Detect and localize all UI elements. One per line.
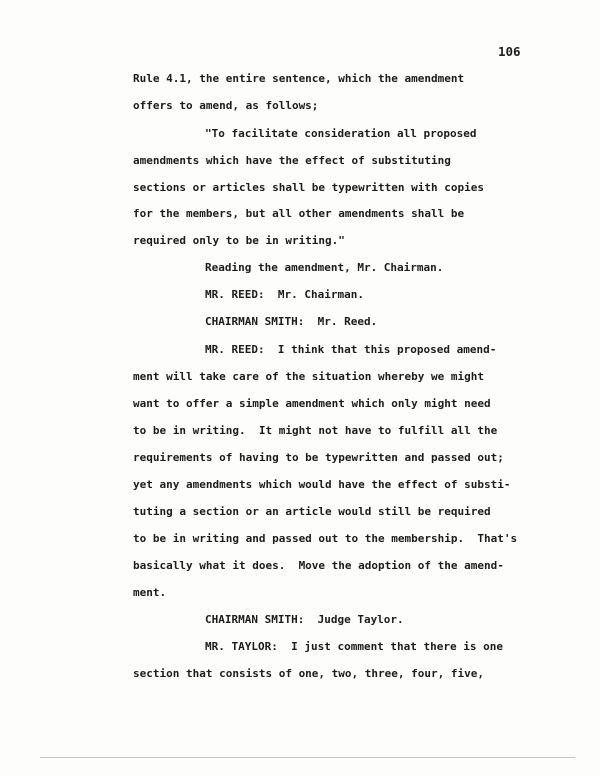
text-line: MR. REED: Mr. Chairman. [205, 288, 364, 301]
text-line: MR. TAYLOR: I just comment that there is one [205, 640, 504, 653]
text-line: to be in writing and passed out to the membership. That's [133, 532, 518, 545]
text-line: to be in writing. It might not have to fulfill all the [133, 424, 498, 437]
text-line: ment. [133, 586, 167, 599]
text-line: "To facilitate consideration all proposed [205, 127, 477, 140]
text-line: requirements of having to be typewritten and passed out; [133, 451, 504, 464]
text-line: tuting a section or an article would still be required [133, 505, 491, 518]
text-line: sections or articles shall be typewritten with copies [133, 181, 484, 194]
text-line: CHAIRMAN SMITH: Mr. Reed. [205, 315, 378, 328]
text-line: Reading the amendment, Mr. Chairman. [205, 261, 444, 274]
text-line: yet any amendments which would have the effect of substi- [133, 478, 511, 491]
text-line: want to offer a simple amendment which only might need [133, 397, 491, 410]
text-line: required only to be in writing." [133, 234, 345, 247]
text-line: section that consists of one, two, three, four, five, [133, 667, 484, 680]
page-number: 106 [498, 44, 521, 59]
text-line: MR. REED: I think that this proposed amend- [205, 343, 497, 356]
page-bottom-edge [40, 757, 575, 758]
text-line: for the members, but all other amendments shall be [133, 207, 465, 220]
text-line: basically what it does. Move the adoption of the amend- [133, 559, 504, 572]
text-line: amendments which have the effect of substituting [133, 154, 451, 167]
text-line: Rule 4.1, the entire sentence, which the amendment [133, 72, 465, 85]
text-line: CHAIRMAN SMITH: Judge Taylor. [205, 613, 404, 626]
text-line: offers to amend, as follows; [133, 99, 319, 112]
text-line: ment will take care of the situation whereby we might [133, 370, 484, 383]
